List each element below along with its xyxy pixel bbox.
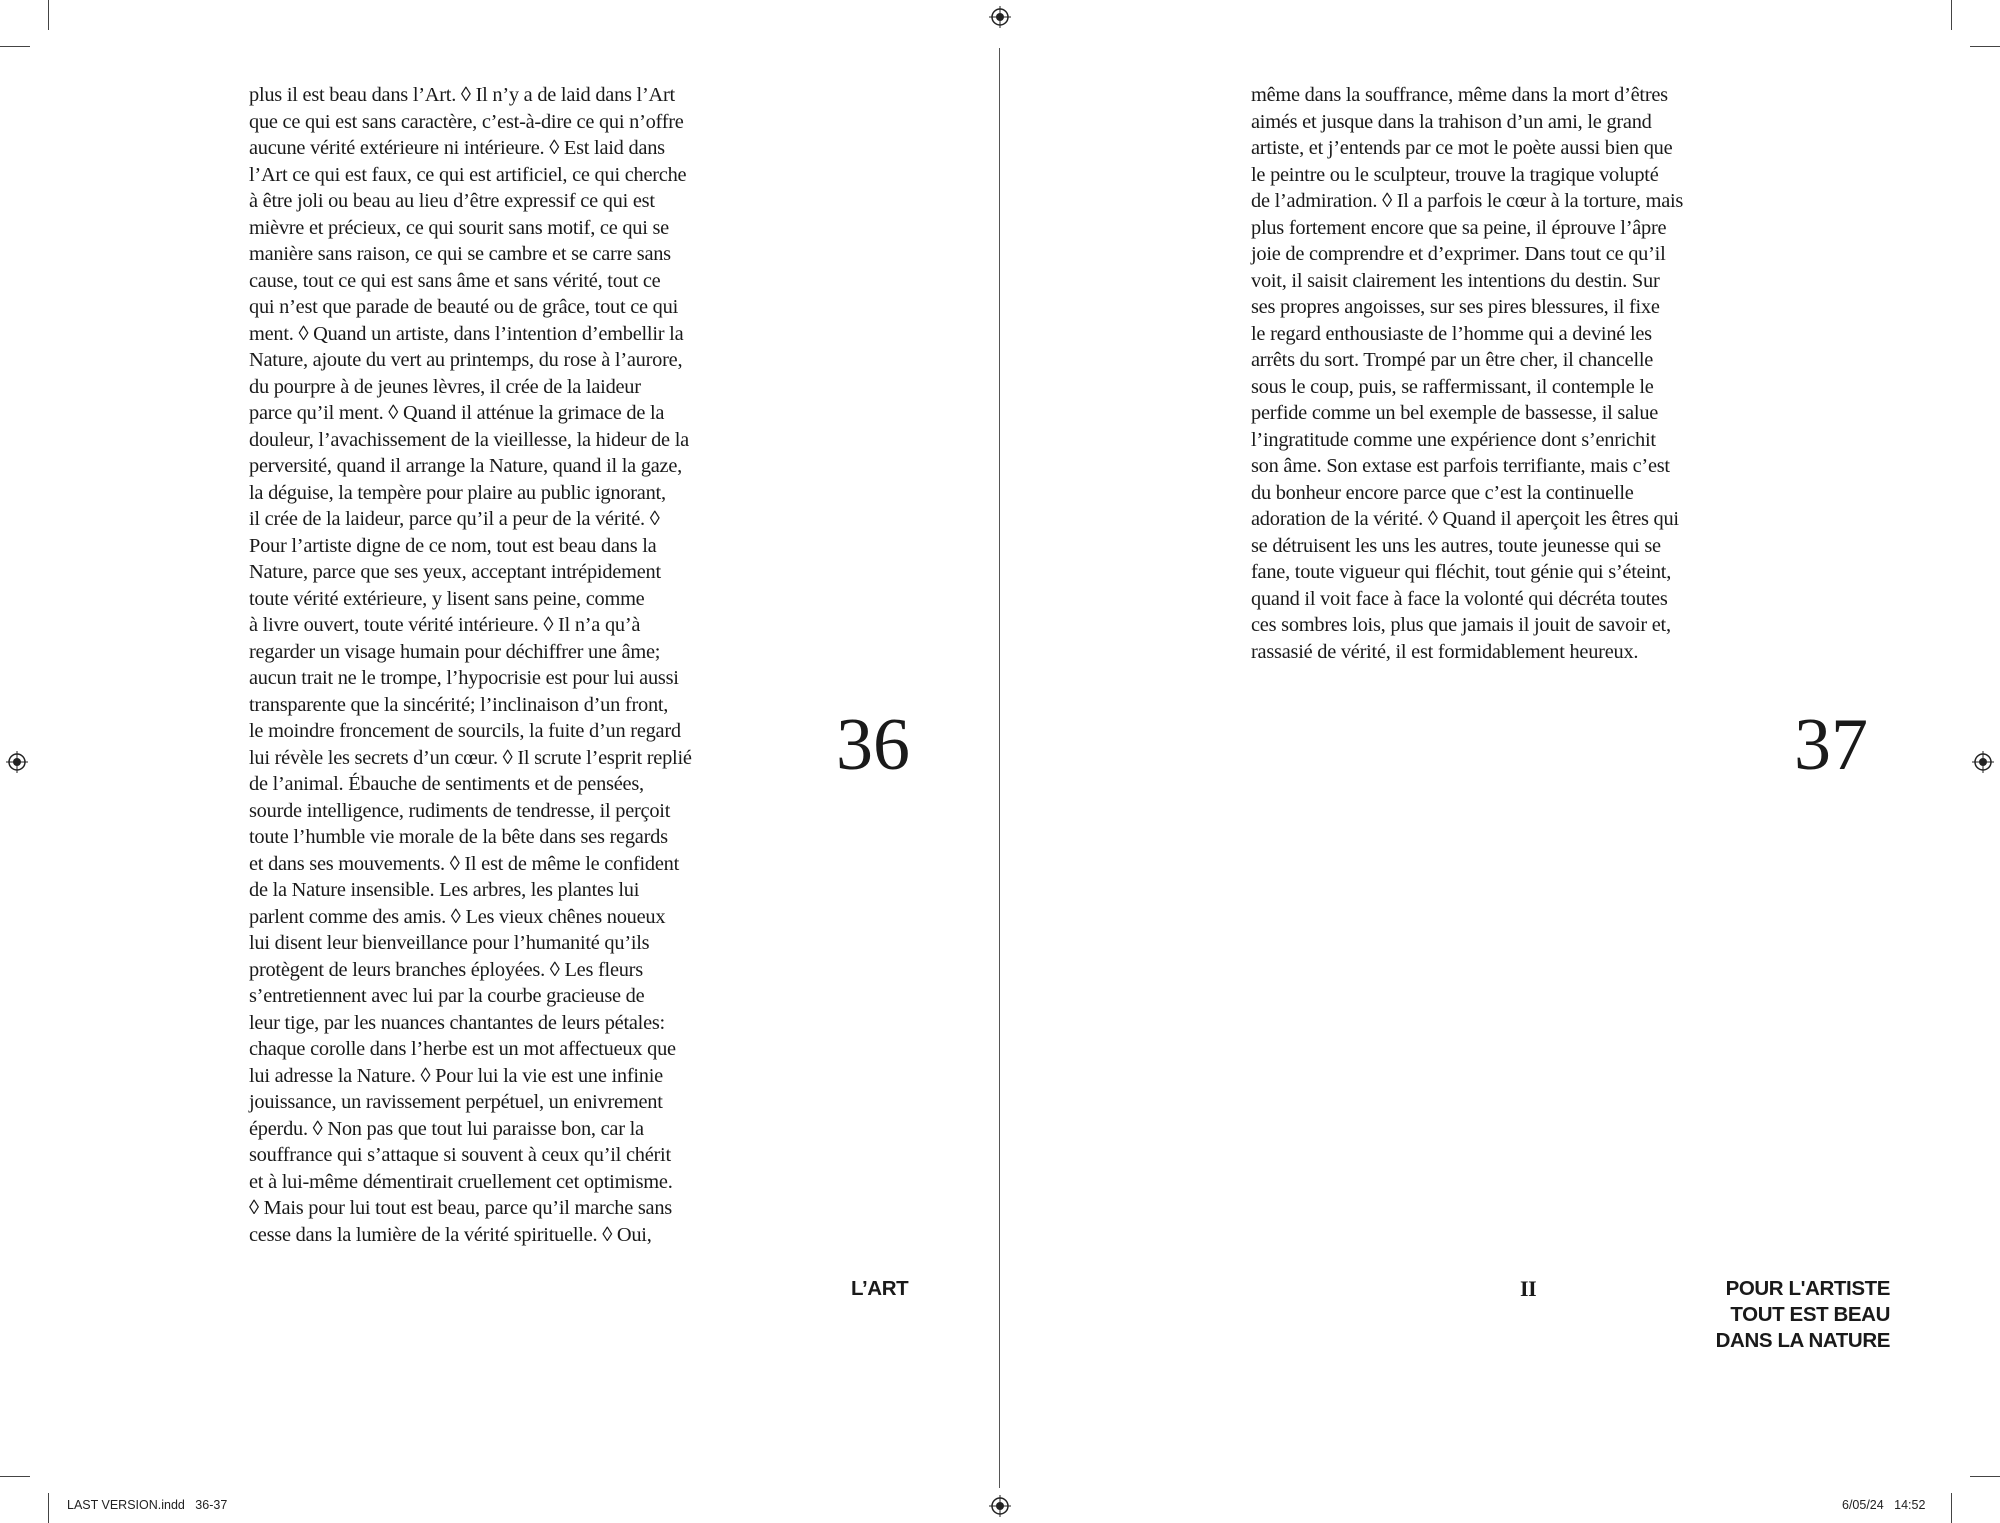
registration-mark-icon: [6, 751, 28, 773]
crop-mark: [48, 1493, 49, 1523]
left-page-body-text: plus il est beau dans l’Art. ◊ Il n’y a de laid dans l’Art que ce qui est sans caractère, c’est-à-dire ce qui n’offre aucune vérité extérieure ni intérieure. ◊ Est laid dans l’Art ce qui est faux, ce qui est artificiel, ce qui cherche à être joli ou beau au lieu d’être expressif ce qui est mièvre et précieux, ce qui sourit sans motif, ce qui se manière sans raison, ce qui se cambre et se carre sans cause, tout ce qui est sans âme et sans vérité, tout ce qui n’est que parade de beauté ou de grâce, tout ce qui ment. ◊ Quand un artiste, dans l’intention d’embellir la Nature, ajoute du vert au printemps, du rose à l’aurore, du pourpre à de jeunes lèvres, il crée de la laideur parce qu’il ment. ◊ Quand il atténue la grimace de la douleur, l’avachissement de la vieillesse, la hideur de la perversité, quand il arrange la Nature, quand il la gaze, la déguise, la tempère pour plaire au public ignorant, il crée de la laideur, parce qu’il a peur de la vérité. ◊ Pour l’artiste digne de ce nom, tout est beau dans la Nature, parce que ses yeux, acceptant intrépidement toute vérité extérieure, y lisent sans peine, comme à livre ouvert, toute vérité intérieure. ◊ Il n’a qu’à regarder un visage humain pour déchiffrer une âme; aucun trait ne le trompe, l’hypocrisie est pour lui aussi transparente que la sincérité; l’inclinaison d’un front, le moindre froncement de sourcils, la fuite d’un regard lui révèle les secrets d’un cœur. ◊ Il scrute l’esprit replié de l’animal. Ébauche de sentiments et de pensées, sourde intelligence, rudiments de tendresse, il perçoit toute l’humble vie morale de la bête dans ses regards et dans ses mouvements. ◊ Il est de même le confident de la Nature insensible. Les arbres, les plantes lui parlent comme des amis. ◊ Les vieux chênes noueux lui disent leur bienveillance pour l’humanité qu’ils protègent de leurs branches éployées. ◊ Les fleurs s’entretiennent avec lui par la courbe gracieuse de leur tige, par les nuances chantantes de leurs pétales: chaque corolle dans l’herbe est un mot affectueux que lui adresse la Nature. ◊ Pour lui la vie est une infinie jouissance, un ravissement perpétuel, un enivrement éperdu. ◊ Non pas que tout lui paraisse bon, car la souffrance qui s’attaque si souvent à ceux qu’il chérit et à lui-même démentirait cruellement cet optimisme. ◊ Mais pour lui tout est beau, parce qu’il marche sans cesse dans la lumière de la vérité spirituelle. ◊ Oui,: [249, 84, 692, 1246]
spine-gutter: [999, 48, 1000, 1488]
crop-mark: [1970, 46, 2000, 47]
crop-mark: [48, 0, 49, 30]
section-title: POUR L'ARTISTE TOUT EST BEAU DANS LA NATURE: [1715, 1277, 1890, 1352]
left-page-number: 36: [836, 704, 910, 786]
right-page-number: 37: [1794, 704, 1868, 786]
slug-date: 6/05/24 14:52: [1842, 1498, 1926, 1512]
slug-file-name: LAST VERSION.indd 36-37: [67, 1498, 228, 1512]
crop-mark: [1951, 0, 1952, 30]
crop-mark: [0, 1476, 30, 1477]
registration-mark-icon: [1972, 751, 1994, 773]
right-page-body-text: même dans la souffrance, même dans la mort d’êtres aimés et jusque dans la trahison d’un ami, le grand artiste, et j’entends par ce mot le poète aussi bien que le peintre ou le sculpteur, trouve la tragique volupté de l’admiration. ◊ Il a parfois le cœur à la torture, mais plus fortement encore que sa peine, il éprouve l’âpre joie de comprendre et d’exprimer. Dans tout ce qu’il voit, il saisit clairement les intentions du destin. Sur ses propres angoisses, sur ses pires blessures, il fixe le regard enthousiaste de l’homme qui a deviné les arrêts du sort. Trompé par un être cher, il chancelle sous le coup, puis, se raffermissant, il contemple le perfide comme un bel exemple de bassesse, il salue l’ingratitude comme une expérience dont s’enrichit son âme. Son extase est parfois terrifiante, mais c’est du bonheur encore parce que c’est la continuelle adoration de la vérité. ◊ Quand il aperçoit les êtres qui se détruisent les uns les autres, toute jeunesse qui se fane, toute vigueur qui fléchit, tout génie qui s’éteint, quand il voit face à face la volonté qui décréta toutes ces sombres lois, plus que jamais il jouit de savoir et, rassasié de vérité, il est formidablement heureux.: [1251, 84, 1684, 663]
part-number: II: [1520, 1276, 1537, 1301]
crop-mark: [0, 46, 30, 47]
crop-mark: [1970, 1476, 2000, 1477]
left-running-head: L’ART: [851, 1277, 909, 1300]
crop-mark: [1951, 1493, 1952, 1523]
registration-mark-icon: [989, 6, 1011, 28]
registration-mark-icon: [989, 1495, 1011, 1517]
